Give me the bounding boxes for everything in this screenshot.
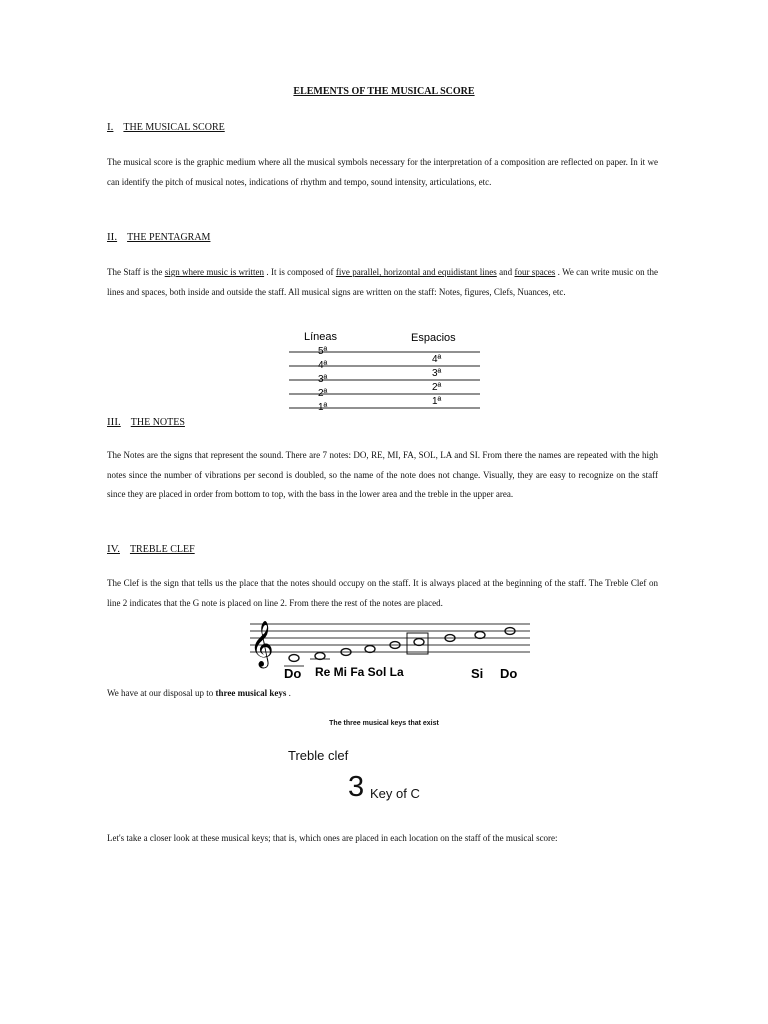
- section-2-underline-b: five parallel, horizontal and equidistant lines: [335, 267, 497, 277]
- space-label-3: 3ª: [432, 368, 442, 379]
- staff-lines-spaces-figure: [284, 326, 484, 412]
- line-label-3: 3ª: [318, 374, 328, 385]
- section-2-text-a: The Staff is the: [107, 267, 165, 277]
- note-la: [414, 639, 424, 646]
- section-1-number: I.: [107, 121, 114, 133]
- section-4-title: TREBLE CLEF: [129, 544, 195, 555]
- note-fa: [365, 646, 375, 653]
- section-1-paragraph: The musical score is the graphic medium where all the musical symbols necessary for the interpretation of a composition are reflected on paper. In it we can identify the pitch of musical notes, indications of rhythm and tempo, sound intensity, articulations, etc.: [107, 157, 658, 187]
- label-re-la: Re Mi Fa Sol La: [315, 665, 404, 679]
- line-label-4: 4ª: [318, 360, 328, 371]
- section-2-paragraph: [107, 263, 658, 302]
- section-3-title: THE NOTES: [130, 417, 185, 428]
- key-number: 3: [348, 771, 365, 803]
- treble-clef-icon: 𝄞: [250, 621, 274, 667]
- section-2-text-c: and: [496, 267, 515, 277]
- section-3-number: III.: [107, 416, 121, 428]
- space-label-4: 4ª: [432, 354, 442, 365]
- key-of-c-label: Key of C: [370, 786, 420, 801]
- section-2-text-b: . It is composed of: [264, 267, 336, 277]
- section-2-underline-c: four spaces: [514, 267, 556, 277]
- space-label-2: 2ª: [432, 382, 442, 393]
- closing-paragraph: Let's take a closer look at these musical keys; that is, which ones are placed in each location on the staff of the musical score:: [107, 833, 558, 843]
- spaces-header: Espacios: [411, 332, 456, 344]
- section-2-text-d: . We can write music on the lines and spaces, both inside and outside the staff. All musical signs are written on the staff: Notes, figures, Clefs, Nuances, etc.: [107, 267, 659, 297]
- section-3-heading: [107, 416, 185, 428]
- section-2-number: II.: [107, 231, 118, 243]
- section-2-heading: [107, 231, 210, 243]
- label-do-high: Do: [500, 666, 518, 681]
- label-do: Do: [284, 666, 302, 681]
- page-title: ELEMENTS OF THE MUSICAL SCORE: [293, 86, 475, 97]
- line-label-1: 1ª: [318, 402, 328, 412]
- keys-line: [107, 688, 291, 698]
- section-2-underline-a: sign where music is written: [164, 267, 265, 277]
- label-si: Si: [471, 666, 484, 681]
- section-4-paragraph: The Clef is the sign that tells us the place that the notes should occupy on the staff. It is always placed at the beginning of the staff. The Treble Clef on line 2 indicates that the G note is placed on line 2. From there the rest of the notes are placed.: [107, 578, 658, 608]
- section-1-title: THE MUSICAL SCORE: [123, 122, 225, 133]
- note-do-high: [475, 632, 485, 639]
- note-re: [315, 653, 325, 660]
- highlight-box: [407, 633, 428, 654]
- note-do: [289, 655, 299, 662]
- space-label-1: 1ª: [432, 396, 442, 407]
- section-2-title: THE PENTAGRAM: [127, 232, 211, 243]
- lines-header: Líneas: [304, 331, 338, 343]
- section-1-heading: [107, 121, 225, 133]
- section-3-paragraph: The Notes are the signs that represent the sound. There are 7 notes: DO, RE, MI, FA, SOL, LA and SI. From there the names are repeated with the high notes since the number of vibrations per second is doubled, so the name of the note does not change. Visually, they are easy to recognize on the staff since they are placed in order from bottom to top, with the bass in the lower area and the treble in the upper area.: [107, 450, 658, 499]
- line-label-2: 2ª: [318, 388, 328, 399]
- section-4-heading: [107, 543, 195, 555]
- line-label-5: 5ª: [318, 346, 328, 357]
- treble-clef-notes-figure: [244, 614, 534, 686]
- keys-line-suffix: .: [286, 688, 291, 698]
- keys-line-bold: three musical keys: [215, 688, 287, 698]
- keys-caption: The three musical keys that exist: [329, 720, 439, 727]
- section-4-number: IV.: [107, 543, 120, 555]
- keys-line-prefix: We have at our disposal up to: [107, 688, 216, 698]
- treble-clef-label: Treble clef: [288, 748, 349, 763]
